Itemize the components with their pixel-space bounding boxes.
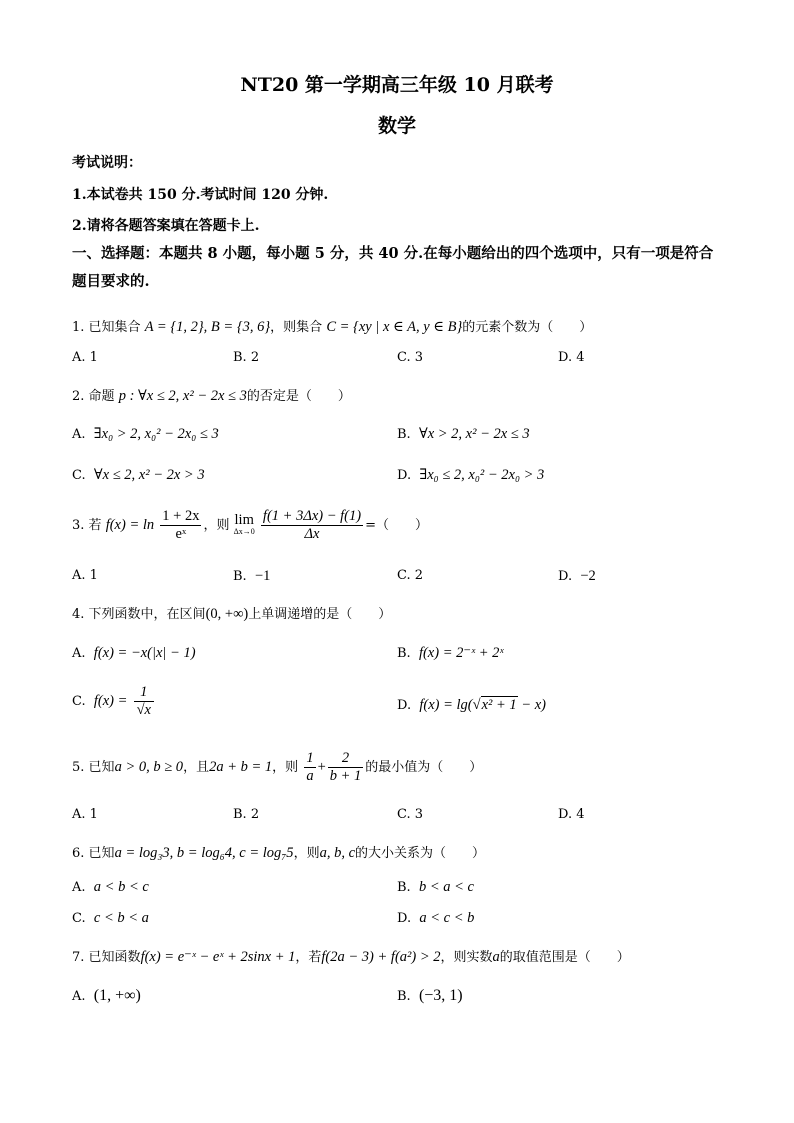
math-expression: (0, +∞) bbox=[205, 606, 249, 622]
option-a: A. ∃x₀ > 2, x₀² − 2x₀ ≤ 3 bbox=[72, 426, 219, 442]
fraction: $\frac{f(1 + 3\Delta x) - f(1)}{\Delta x}$ bbox=[262, 508, 362, 542]
option-a: A. f(x) = −x(|x| − 1) bbox=[72, 645, 196, 661]
math-expression: f(x) = ln bbox=[105, 517, 155, 533]
option-d: D. a < c < b bbox=[397, 910, 475, 926]
question-number: 5. bbox=[72, 760, 85, 775]
option-a: A. a < b < c bbox=[72, 879, 149, 895]
question-number: 1. bbox=[72, 320, 85, 335]
math-expression: f(2a − 3) + f(a²) > 2 bbox=[321, 949, 441, 965]
math-expression: f(x) = e⁻ˣ − eˣ + 2sinx + 1 bbox=[140, 949, 296, 965]
math-expression: A = {1, 2}, B = {3, 6} bbox=[144, 319, 271, 335]
question-number: 7. bbox=[72, 950, 85, 965]
option-a: A. 1 bbox=[72, 807, 98, 822]
fraction: $\frac{1}{√x}$ bbox=[134, 684, 154, 719]
math-expression: C = {xy | x ∈ A, y ∈ B} bbox=[326, 319, 463, 335]
option-c: C. 3 bbox=[397, 350, 424, 365]
question-number: 2. bbox=[72, 389, 85, 404]
option-d: D. ∃x₀ ≤ 2, x₀² − 2x₀ > 3 bbox=[397, 467, 545, 483]
option-a: A. 1 bbox=[72, 350, 98, 365]
math-expression: 2a + b = 1 bbox=[209, 759, 273, 775]
limit-operator: lim Δx→0 bbox=[233, 511, 255, 536]
option-c: C. c < b < a bbox=[72, 910, 149, 926]
fraction: $\frac{2}{b + 1}$ bbox=[329, 750, 362, 784]
option-c: C. ∀x ≤ 2, x² − 2x > 3 bbox=[72, 467, 205, 483]
fraction: $\frac{1}{a}$ bbox=[306, 750, 314, 784]
section-heading: 一、选择题：本题共 8 小题，每小题 5 分，共 40 分.在每小题给出的四个选项中，只有一项是符合题目要求的. bbox=[72, 245, 714, 290]
math-expression: a > 0, b ≥ 0 bbox=[114, 759, 184, 775]
option-c: C. 2 bbox=[397, 568, 424, 583]
math-expression: a bbox=[492, 949, 500, 965]
option-b: B. ∀x > 2, x² − 2x ≤ 3 bbox=[397, 426, 530, 442]
question-3: 3. 若 f(x) = ln $\frac{1 + 2x}{\text{eˣ}}$ ，则 lim Δx→0 $\frac{f(1 + 3\Delta x) - f(1)}{\Delta x}$ =（ ） bbox=[72, 508, 428, 542]
question-number: 4. bbox=[72, 607, 85, 622]
option-a: A. (1, +∞) bbox=[72, 987, 141, 1004]
question-2: 2. 命题 p : ∀x ≤ 2, x² − 2x ≤ 3的否定是（ ） bbox=[72, 388, 351, 404]
option-a: A. 1 bbox=[72, 568, 98, 583]
question-6: 6. 已知a = log₃3, b = log₆4, c = log₇5，则a, b, c的大小关系为（ ） bbox=[72, 845, 486, 861]
instructions-heading: 考试说明： bbox=[72, 155, 142, 171]
option-d: D. f(x) = lg(√x² + 1 − x) bbox=[397, 697, 546, 713]
option-b: B. 2 bbox=[233, 807, 260, 822]
fraction: $\frac{1 + 2x}{\text{eˣ}}$ bbox=[162, 508, 200, 542]
question-number: 6. bbox=[72, 846, 85, 861]
option-b: B. −1 bbox=[233, 568, 271, 584]
instruction-item: 2.请将各题答案填在答题卡上. bbox=[72, 218, 260, 234]
option-d: D. −2 bbox=[558, 568, 596, 584]
option-b: B. 2 bbox=[233, 350, 260, 365]
option-b: B. f(x) = 2⁻ˣ + 2ˣ bbox=[397, 645, 504, 661]
subject-title: 数学 bbox=[377, 115, 416, 137]
question-1: 1. 已知集合 A = {1, 2}, B = {3, 6}，则集合 C = {xy | x ∈ A, y ∈ B}的元素个数为（ ） bbox=[72, 319, 593, 335]
question-4: 4. 下列函数中，在区间(0, +∞)上单调递增的是（ ） bbox=[72, 606, 392, 622]
question-5: 5. 已知a > 0, b ≥ 0，且2a + b = 1，则 $\frac{1}{a}$ + $\frac{2}{b + 1}$ 的最小值为（ ） bbox=[72, 750, 483, 784]
math-expression: a, b, c bbox=[319, 845, 356, 861]
question-number: 3. bbox=[72, 518, 85, 533]
instruction-item: 1.本试卷共 150 分.考试时间 120 分钟. bbox=[72, 187, 329, 203]
question-7: 7. 已知函数f(x) = e⁻ˣ − eˣ + 2sinx + 1，若f(2a − 3) + f(a²) > 2，则实数a的取值范围是（ ） bbox=[72, 949, 630, 965]
option-c: C. 3 bbox=[397, 807, 424, 822]
option-d: D. 4 bbox=[558, 350, 585, 365]
option-b: B. b < a < c bbox=[397, 879, 474, 895]
option-d: D. 4 bbox=[558, 807, 585, 822]
math-expression: a = log₃3, b = log₆4, c = log₇5 bbox=[114, 845, 294, 861]
option-c: C. f(x) = $\frac{1}{√x}$ bbox=[72, 684, 156, 719]
math-expression: p : ∀x ≤ 2, x² − 2x ≤ 3 bbox=[118, 388, 247, 404]
option-b: B. (−3, 1) bbox=[397, 987, 463, 1004]
exam-title: NT20 第一学期高三年级 10 月联考 bbox=[240, 74, 554, 96]
